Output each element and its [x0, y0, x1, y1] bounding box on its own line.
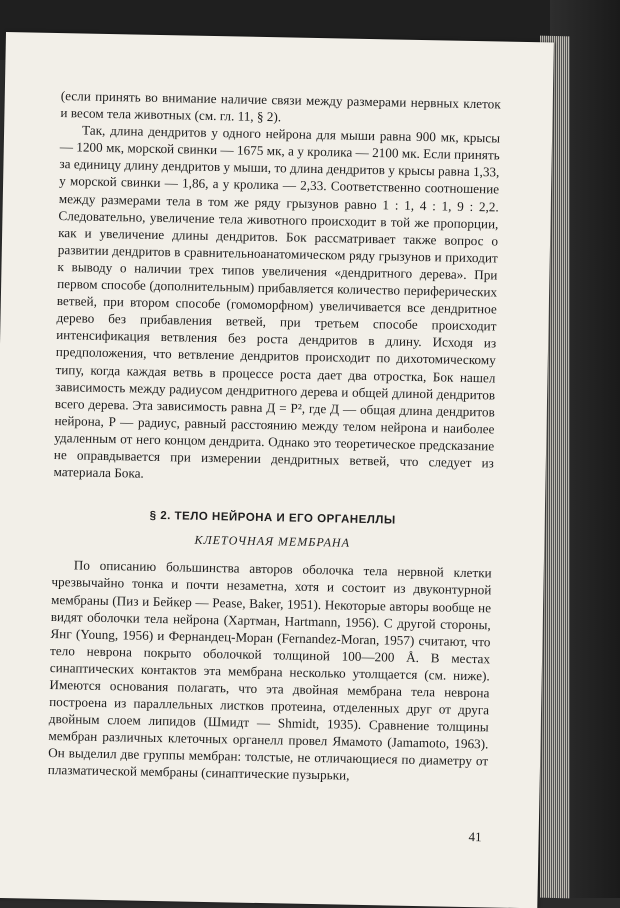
subsection-title: КЛЕТОЧНАЯ МЕМБРАНА: [194, 532, 351, 550]
paragraph-membrane: По описанию большинства авторов оболочка тела нервной клетки чрезвычайно тонка и почти незаметна, хотя и состоит из двуконтурной мембраны (Пиз и Бейкер — Pease, Baker, 1951). Некоторые авторы вообще не видят оболочки тела нейрона (Хартман, Hartmann, 1956). С другой стороны, Янг (Young, 1956) и Фернандец-Моран (Fernandez-Moran, 1957) считают, что тело неврона покрыто оболочкой толщиной 100—200 Å. В местах синаптических контактов эта мембрана несколько утолщается (см. ниже). Имеются основания полагать, что эта двойная мембрана тела неврона построена из параллельных листков протеина, отделенных друг от друга двойным слоем липидов (Шмидт — Shmidt, 1935). Сравнение толщины мембран различных клеточных органелл провел Ямамото (Jamamoto, 1963). Он выделил две группы мембран: толстые, не отличающиеся по диаметру от плазматической мембраны (синаптические пузырьки,: [47, 557, 492, 784]
section-title: § 2. ТЕЛО НЕЙРОНА И ЕГО ОРГАНЕЛЛЫ: [149, 510, 396, 527]
paragraph-continued: (если принять во внимание наличие связи между размерами нервных клеток и весом тела животных (см. гл. 11, § 2).: [60, 88, 501, 125]
page-content: [48, 87, 501, 787]
page-number: 41: [468, 829, 482, 845]
book-page: [0, 32, 554, 908]
paragraph-dendrites: Так, длина дендритов у одного нейрона для мыши равна 900 мк, крысы — 1200 мк, морской свинки — 1675 мк, а у кролика — 2100 мк. Если принять за единицу длину дендритов у мыши, то длина дендритов у крысы равна 1,33, у морской свинки — 1,86, а у кролика — 2,33. Соответственно соотношение между размерами тела в том же ряду грызунов равно 1 : 1, 4 : 1, 9 : 2,2. Следовательно, увеличение тела животного происходит в той же пропорции, как и увеличение длины дендритов. Бок рассматривает также вопрос о развитии дендритов в сравнительноанатомическом ряду грызунов и приходит к выводу о наличии трех типов увеличения «дендритного дерева». При первом способе (дополнительным) прибавляется количество периферических ветвей, при втором способе (гомоморфном) увеличивается все дендритное дерево без прибавления ветвей, при третьем способе происходит интенсификация ветвления без роста дендритов в длину. Исходя из предположения, что ветвление дендритов происходит по дихотомическому типу, когда каждая ветвь в процессе роста дает два отростка, Бок нашел зависимость между радиусом дендритного дерева и общей длиной дендритов всего дерева. Эта зависимость равна Д = P², где Д — общая длина дендритов нейрона, P — радиус, равный расстоянию между телом нейрона и наиболее удаленным от него концом дендрита. Однако это теоретическое предсказание не оправдывается при измерении дендритных ветвей, что следует из материала Бока.: [53, 122, 501, 481]
